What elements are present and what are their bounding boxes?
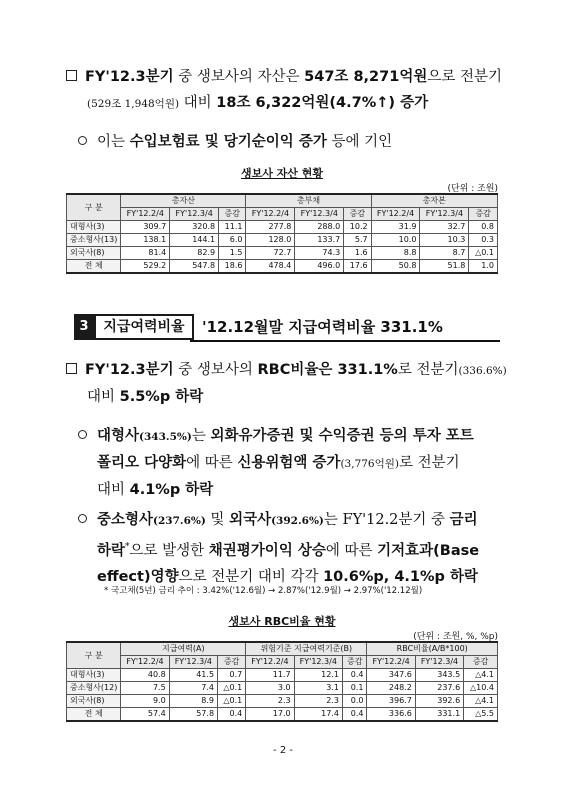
table-cell: 2.3 <box>294 695 342 708</box>
table-subheader: FY'12.3/4 <box>169 656 217 669</box>
table-cell: 12.1 <box>294 669 342 682</box>
row-label: 중소형사(12) <box>67 682 121 695</box>
table-cell: 237.6 <box>415 682 463 695</box>
table-cell: △5.5 <box>464 708 498 722</box>
row-label: 외국사(8) <box>67 247 121 260</box>
table-cell: 277.8 <box>246 221 295 234</box>
table-cell: 51.8 <box>420 260 469 274</box>
table-cell: 529.2 <box>121 260 170 274</box>
table-subheader: 증감 <box>464 656 498 669</box>
table-cell: 9.0 <box>121 695 169 708</box>
mid-foreign-insurer-paragraph: 중소형사(237.6%) 및 외국사(392.6%)는 FY'12.2분기 중 금리 하락*으로 발생한 채권평가이익 상승에 따른 기저효과(Base effect)영향으로 전분기 대비 각각 10.6%p, 4.1%p 하락 <box>78 507 518 590</box>
asset-table-title: 생보사 자산 현황 <box>240 167 324 180</box>
table-row <box>67 247 498 260</box>
square-bullet-icon <box>66 363 77 374</box>
table-group-header: 지급여력(A) <box>121 642 246 656</box>
square-bullet-icon <box>66 70 77 81</box>
table-cell: 320.8 <box>170 221 219 234</box>
section-underline <box>190 340 500 342</box>
table-cell: 128.0 <box>246 234 295 247</box>
table-cell: 40.8 <box>121 669 169 682</box>
section-label: 지급여력비율 <box>94 314 194 340</box>
section-header <box>66 314 500 340</box>
table-cell: 248.2 <box>367 682 415 695</box>
table-group-header: 총자본 <box>371 194 497 208</box>
table-cell: 18.6 <box>219 260 246 274</box>
table-cell: 8.7 <box>420 247 469 260</box>
table-cell: 57.8 <box>169 708 217 722</box>
table-row <box>67 669 498 682</box>
row-label: 외국사(8) <box>67 695 121 708</box>
table-cell: 82.9 <box>170 247 219 260</box>
table-subheader: FY'12.3/4 <box>420 208 469 221</box>
table-subheader: 증감 <box>342 656 367 669</box>
table-cell: 10.0 <box>371 234 420 247</box>
table-subheader: FY'12.3/4 <box>294 656 342 669</box>
table-row-total <box>67 708 498 722</box>
footnote: * 국고채(5년) 금리 추이 : 3.42%('12.6월) → 2.87%('12.9월) → 2.97%('12.12월) <box>104 586 423 596</box>
table-cell: 41.5 <box>169 669 217 682</box>
table-row <box>67 695 498 708</box>
circle-bullet-icon <box>78 430 87 439</box>
table-cell: △4.1 <box>464 669 498 682</box>
asset-table-unit: (단위 : 조원) <box>447 184 498 194</box>
table-cell: △0.1 <box>469 247 498 260</box>
rbc-summary-paragraph: FY'12.3분기 중 생보사의 RBC비율은 331.1%로 전분기(336.6%) 대비 5.5%p 하락 <box>66 357 526 410</box>
table-subheader: FY'12.2/4 <box>246 656 294 669</box>
table-subheader: 증감 <box>219 208 246 221</box>
table-cell: 133.7 <box>295 234 344 247</box>
row-label: 중소형사(13) <box>67 234 121 247</box>
page-number: - 2 - <box>273 745 293 756</box>
table-group-header: 위험기준 지급여력기준(B) <box>246 642 367 656</box>
table-cell: 11.7 <box>246 669 294 682</box>
table-subheader: 증감 <box>344 208 371 221</box>
table-subheader: FY'12.3/4 <box>295 208 344 221</box>
table-subheader: 증감 <box>469 208 498 221</box>
table-subheader: FY'12.3/4 <box>415 656 463 669</box>
table-cell: 0.1 <box>342 682 367 695</box>
table-cell: 496.0 <box>295 260 344 274</box>
table-group-header: RBC비율(A/B*100) <box>367 642 498 656</box>
asset-cause-paragraph: 이는 수입보험료 및 당기순이익 증가 등에 기인 <box>78 129 518 155</box>
table-cell: 7.4 <box>169 682 217 695</box>
table-cell: 10.2 <box>344 221 371 234</box>
table-cell: 0.3 <box>469 234 498 247</box>
table-cell: 336.6 <box>367 708 415 722</box>
table-subheader: FY'12.2/4 <box>121 208 170 221</box>
table-cell: 0.8 <box>469 221 498 234</box>
table-cell: 32.7 <box>420 221 469 234</box>
table-cell: 396.7 <box>367 695 415 708</box>
rbc-table <box>66 641 498 722</box>
table-cell: 288.0 <box>295 221 344 234</box>
asset-summary-paragraph: FY'12.3분기 중 생보사의 자산은 547조 8,271억원으로 전분기 (529조 1,948억원) 대비 18조 6,322억원(4.7%↑) 증가 <box>66 64 526 117</box>
table-cell: 6.0 <box>219 234 246 247</box>
table-cell: 31.9 <box>371 221 420 234</box>
table-cell: 1.5 <box>219 247 246 260</box>
table-cell: 57.4 <box>121 708 169 722</box>
table-cell: 0.7 <box>218 669 246 682</box>
table-cell: 0.4 <box>342 708 367 722</box>
table-cell: 0.4 <box>218 708 246 722</box>
table-cell: △0.1 <box>218 682 246 695</box>
table-row <box>67 682 498 695</box>
table-cell: △4.1 <box>464 695 498 708</box>
section-headline: '12.12월말 지급여력비율 331.1% <box>202 318 443 336</box>
table-cell: 478.4 <box>246 260 295 274</box>
table-cell: 547.8 <box>170 260 219 274</box>
table-rowhead: 구 분 <box>67 642 121 669</box>
table-cell: 17.6 <box>344 260 371 274</box>
table-subheader: FY'12.2/4 <box>371 208 420 221</box>
table-subheader: FY'12.2/4 <box>121 656 169 669</box>
table-cell: 81.4 <box>121 247 170 260</box>
table-cell: 8.8 <box>371 247 420 260</box>
table-cell: 331.1 <box>415 708 463 722</box>
table-cell: 3.0 <box>246 682 294 695</box>
table-subheader: FY'12.2/4 <box>246 208 295 221</box>
table-cell: 343.5 <box>415 669 463 682</box>
table-cell: 144.1 <box>170 234 219 247</box>
section-number: 3 <box>74 314 94 340</box>
row-label: 전 체 <box>67 260 121 274</box>
table-cell: 72.7 <box>246 247 295 260</box>
asset-table <box>66 193 498 274</box>
table-subheader: 증감 <box>218 656 246 669</box>
table-cell: 2.3 <box>246 695 294 708</box>
table-cell: 50.8 <box>371 260 420 274</box>
table-cell: 11.1 <box>219 221 246 234</box>
table-cell: △10.4 <box>464 682 498 695</box>
row-label: 전 체 <box>67 708 121 722</box>
table-cell: 1.6 <box>344 247 371 260</box>
table-cell: 74.3 <box>295 247 344 260</box>
table-cell: 10.3 <box>420 234 469 247</box>
table-cell: 0.0 <box>342 695 367 708</box>
table-cell: 3.1 <box>294 682 342 695</box>
table-row <box>67 221 498 234</box>
table-cell: 7.5 <box>121 682 169 695</box>
large-insurer-paragraph: 대형사(343.5%)는 외화유가증권 및 수익증권 등의 투자 포트 폴리오 다양화에 따른 신용위험액 증가(3,776억원)로 전분기 대비 4.1%p 하락 <box>78 423 518 503</box>
row-label: 대형사(3) <box>67 221 121 234</box>
table-rowhead: 구 분 <box>67 194 121 221</box>
table-cell: 17.0 <box>246 708 294 722</box>
row-label: 대형사(3) <box>67 669 121 682</box>
table-cell: 347.6 <box>367 669 415 682</box>
table-cell: 8.9 <box>169 695 217 708</box>
table-row-total <box>67 260 498 274</box>
table-subheader: FY'12.2/4 <box>367 656 415 669</box>
circle-bullet-icon <box>78 136 87 145</box>
table-row <box>67 234 498 247</box>
table-cell: 138.1 <box>121 234 170 247</box>
circle-bullet-icon <box>78 514 87 523</box>
table-cell: 392.6 <box>415 695 463 708</box>
rbc-table-unit: (단위 : 조원, %, %p) <box>413 632 498 642</box>
table-group-header: 총부채 <box>246 194 371 208</box>
table-cell: 1.0 <box>469 260 498 274</box>
table-group-header: 총자산 <box>121 194 246 208</box>
table-subheader: FY'12.3/4 <box>170 208 219 221</box>
table-cell: 5.7 <box>344 234 371 247</box>
table-cell: 0.4 <box>342 669 367 682</box>
table-cell: 309.7 <box>121 221 170 234</box>
rbc-table-title: 생보사 RBC비율 현황 <box>228 615 336 628</box>
table-cell: 17.4 <box>294 708 342 722</box>
table-cell: △0.1 <box>218 695 246 708</box>
